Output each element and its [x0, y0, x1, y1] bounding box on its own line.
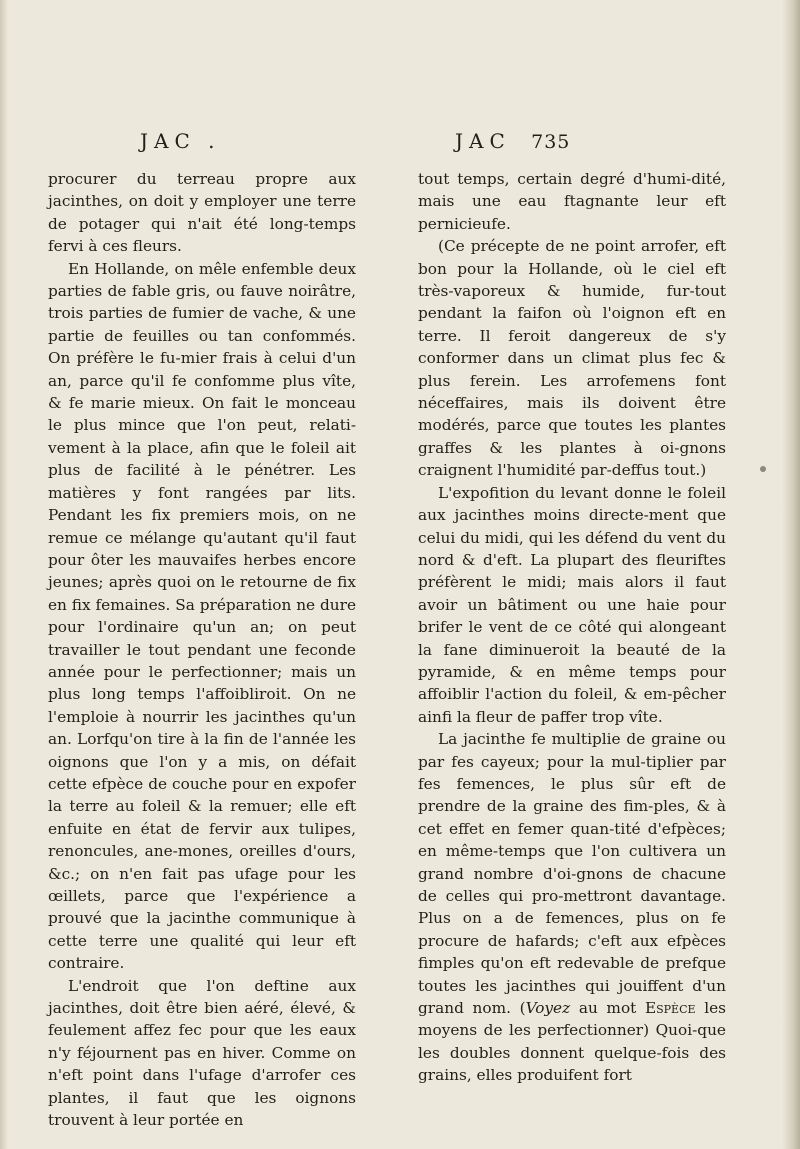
page-number: 735: [531, 131, 571, 153]
cross-reference-see: Voyez: [525, 999, 571, 1018]
left-paragraph-2: En Hollande, on mêle enfemble deux parties de fable gris, ou fauve noirâtre, trois parties de fumier de vache, & une partie de feuilles ou tan confommés. On préfère le fu-mier frais à celui d'un an, parce qu'il fe confomme plus vîte, & fe marie mieux. On fait le monceau le plus mince que l'on peut, relati-vement à la place, afin que le foleil ait plus de facilité à le pénétrer. Les matières y font rangées par lits. Pendant les fix premiers mois, on ne remue ce mélange qu'autant qu'il faut pour ôter les mauvaifes herbes encore jeunes; après quoi on le retourne de fix en fix femaines. Sa préparation ne dure pour l'ordinaire qu'un an; on peut travailler le tout pendant une feconde année pour le perfectionner; mais un plus long temps l'affoibliroit. On ne l'emploie à nourrir les jacinthes qu'un an. Lorfqu'on tire à la fin de l'année les oignons que l'on y a mis, on défait cette efpèce de couche pour en expofer la terre au foleil & la remuer; elle eft enfuite en état de fervir aux tulipes, renoncules, ane-mones, oreilles d'ours, &c.; on n'en fait pas ufage pour les œillets, parce que l'expérience a prouvé que la jacinthe communique à cette terre une qualité qui leur eft contraire.: [48, 259, 356, 973]
right-paragraph-2: (Ce précepte de ne point arrofer, eft bon pour la Hollande, où le ciel eft très-vaporeux & humide, fur-tout pendant la faifon où l'oignon eft en terre. Il feroit dangereux de s'y conformer dans un climat plus fec & plus ferein. Les arrofemens font néceffaires, mais ils doivent être modérés, parce que toutes les plantes graffes & les plantes à oi-gnons craignent l'humidité par-deffus tout.): [418, 237, 726, 480]
right-paragraph-4-mid: au mot: [570, 999, 645, 1018]
right-paragraph-4-start: La jacinthe fe multiplie de graine ou par fes cayeux; pour la mul-tiplier par fes femences, le plus sûr eft de prendre de la graine des fim-ples, & à cet effet en femer quan-tité d'efpèces; en même-temps que l'on cultivera un grand nombre d'oi-gnons de chacune de celles qui pro-mettront davantage. Plus on a de femences, plus on fe procure de hafards; c'eft aux efpèces fimples qu'on eft redevable de prefque toutes les jacinthes qui jouiffent d'un grand nom. (: [418, 730, 726, 1018]
cross-reference-entry: Espèce: [644, 999, 696, 1018]
right-paragraph-3: L'expofition du levant donne le foleil aux jacinthes moins directe-ment que celui du midi, qui les défend du vent du nord & d'eft. La plupart des fleuriftes préfèrent le midi; mais alors il faut avoir un bâtiment ou une haie pour brifer le vent de ce côté qui alongeant la fane diminueroit la beauté de la pyramide, & en même temps pour affoiblir l'action du foleil, & em-pêcher ainfi la fleur de paffer trop vîte.: [418, 483, 726, 726]
running-head-left-marker: .: [208, 129, 221, 153]
right-text-column: [418, 168, 726, 1087]
margin-ink-spot: [760, 466, 766, 472]
page-edge-right: [782, 0, 800, 1149]
running-head-right-title: JAC: [455, 129, 511, 153]
page-edge-left: [0, 0, 8, 1149]
left-text-column: [48, 168, 356, 1131]
running-head-left: [140, 129, 440, 163]
running-head-left-title: JAC: [140, 129, 196, 153]
left-paragraph-3: L'endroit que l'on deftine aux jacinthes, doit être bien aéré, élevé, & feulement affez fec pour que les eaux n'y féjournent pas en hiver. Comme on n'eft point dans l'ufage d'arrofer ces plantes, il faut que les oignons trouvent à leur portée en: [48, 976, 356, 1130]
running-head-right: [455, 129, 755, 163]
left-paragraph-1: procurer du terreau propre aux jacinthes, on doit y employer une terre de potager qui n'ait été long-temps fervi à ces fleurs.: [48, 170, 356, 256]
right-paragraph-4-end: les moyens de les perfectionner) Quoi-que les doubles donnent quelque-fois des grains, elles produifent fort: [418, 999, 726, 1085]
right-paragraph-4: [418, 728, 726, 1087]
right-paragraph-1: tout temps, certain degré d'humi-dité, mais une eau ftagnante leur eft pernicieufe.: [418, 170, 726, 233]
